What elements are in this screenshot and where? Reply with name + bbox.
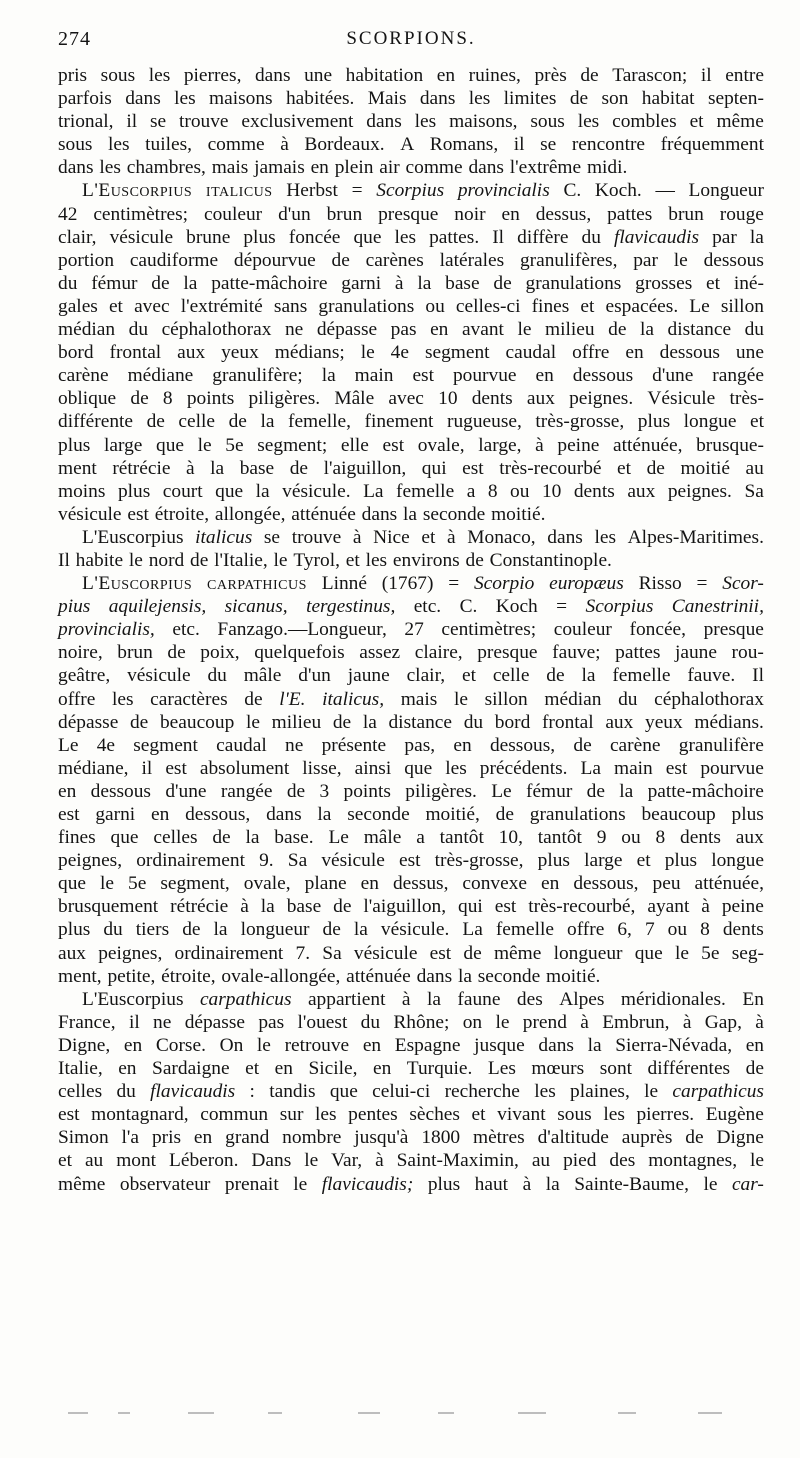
text-line: plus large que le 5e segment; elle est ovale, large, à peine atténuée, brusque-: [58, 434, 764, 456]
text-line: parfois dans les maisons habitées. Mais dans les limites de son habitat septen-: [58, 88, 764, 110]
text-line: L'Euscorpius italicus se trouve à Nice et à Monaco, dans les Alpes-Maritimes.: [82, 526, 764, 548]
text-line: ment, petite, étroite, ovale-allongée, atténuée dans la seconde moitié.: [58, 965, 601, 987]
text-line: clair, vésicule brune plus foncée que les pattes. Il diffère du flavicaudis par la: [58, 226, 764, 248]
text-line: ment rétrécie à la base de l'aiguillon, qui est très-recourbé et de moitié au: [58, 457, 764, 479]
text-line: provincialis, etc. Fanzago.—Longueur, 27 centimètres; couleur foncée, presque: [58, 619, 764, 641]
text-line: dépasse de beaucoup le milieu de la distance du bord frontal aux yeux médians.: [58, 711, 764, 733]
text-line: plus du tiers de la longueur de la vésicule. La femelle offre 6, 7 ou 8 dents: [58, 919, 764, 941]
text-line: geâtre, vésicule du mâle d'un jaune clair, et celle de la femelle fauve. Il: [58, 665, 764, 687]
text-line: peignes, ordinairement 9. Sa vésicule est très-grosse, plus large et plus longue: [58, 850, 764, 872]
text-line: 42 centimètres; couleur d'un brun presque noir en dessus, pattes brun rouge: [58, 203, 764, 225]
text-line: celles du flavicaudis : tandis que celui-ci recherche les plaines, le carpathicus: [58, 1081, 764, 1103]
text-line: différente de celle de la femelle, finement rugueuse, très-grosse, plus longue et: [58, 411, 764, 433]
text-line: moins plus court que la vésicule. La femelle a 8 ou 10 dents aux peignes. Sa: [58, 480, 764, 502]
text-line: sous les tuiles, comme à Bordeaux. A Romans, il se rencontre fréquemment: [58, 134, 764, 156]
text-line: oblique de 8 points piligères. Mâle avec 10 dents aux peignes. Vésicule très-: [58, 388, 764, 410]
text-line: que le 5e segment, ovale, plane en dessus, convexe en dessous, peu atténuée,: [58, 873, 764, 895]
running-title: SCORPIONS.: [346, 28, 476, 49]
text-line: L'Euscorpius carpathicus Linné (1767) = Scorpio europæus Risso = Scor-: [82, 573, 764, 595]
text-line: fines que celles de la base. Le mâle a tantôt 10, tantôt 9 ou 8 dents aux: [58, 827, 764, 849]
bottom-scan-artifact: [58, 1408, 764, 1418]
text-line: du fémur de la patte-mâchoire garni à la base de granulations grosses et iné-: [58, 272, 764, 294]
text-line: en dessous d'une rangée de 3 points piligères. Le fémur de la patte-mâchoire: [58, 780, 764, 802]
text-line: médiane, il est absolument lisse, ainsi que les précédents. La main est pourvue: [58, 757, 764, 779]
text-line: offre les caractères de l'E. italicus, mais le sillon médian du céphalothorax: [58, 688, 764, 710]
text-line: dans les chambres, mais jamais en plein air comme dans l'extrême midi.: [58, 157, 628, 179]
text-line: portion caudiforme dépourvue de carènes latérales granulifères, par le dessous: [58, 249, 764, 271]
text-line: vésicule est étroite, allongée, atténuée dans la seconde moitié.: [58, 503, 546, 525]
text-line: médian du céphalothorax ne dépasse pas en avant le milieu de la distance du: [58, 319, 764, 341]
body-text: [58, 64, 764, 1196]
text-line: carène médiane granulifère; la main est pourvue en dessous d'une rangée: [58, 365, 764, 387]
text-line: Simon l'a pris en grand nombre jusqu'à 1800 mètres d'altitude auprès de Digne: [58, 1127, 764, 1149]
text-line: même observateur prenait le flavicaudis; plus haut à la Sainte-Baume, le car-: [58, 1173, 764, 1195]
text-line: France, il ne dépasse pas l'ouest du Rhône; on le prend à Embrun, à Gap, à: [58, 1011, 764, 1033]
text-line: aux peignes, ordinairement 7. Sa vésicule est de même longueur que le 5e seg-: [58, 942, 764, 964]
text-line: Digne, en Corse. On le retrouve en Espagne jusque dans la Sierra-Névada, en: [58, 1034, 764, 1056]
page-number: 274: [58, 28, 91, 50]
text-line: gales et avec l'extrémité sans granulations ou celles-ci fines et espacées. Le sillon: [58, 295, 764, 317]
running-head: [58, 28, 764, 54]
text-line: est garni en dessous, dans la seconde moitié, de granulations beaucoup plus: [58, 804, 764, 825]
text-line: Italie, en Sardaigne et en Sicile, en Turquie. Les mœurs sont différentes de: [58, 1058, 764, 1080]
text-line: est montagnard, commun sur les pentes sèches et vivant sous les pierres. Eugène: [58, 1104, 764, 1126]
text-line: L'Euscorpius italicus Herbst = Scorpius provincialis C. Koch. — Longueur: [82, 180, 764, 202]
text-line: noire, brun de poix, quelquefois assez claire, presque fauve; pattes jaune rou-: [58, 642, 764, 664]
text-line: bord frontal aux yeux médians; le 4e segment caudal offre en dessous une: [58, 342, 764, 364]
text-line: trional, il se trouve exclusivement dans les maisons, sous les combles et même: [58, 111, 764, 133]
text-line: pius aquilejensis, sicanus, tergestinus, etc. C. Koch = Scorpius Canestrinii,: [58, 596, 764, 618]
text-line: L'Euscorpius carpathicus appartient à la faune des Alpes méridionales. En: [82, 988, 764, 1010]
text-line: Le 4e segment caudal ne présente pas, en dessous, de carène granulifère: [58, 734, 764, 756]
text-line: pris sous les pierres, dans une habitation en ruines, près de Tarascon; il entre: [58, 65, 764, 86]
text-line: Il habite le nord de l'Italie, le Tyrol, et les environs de Constantinople.: [58, 549, 612, 571]
text-line: brusquement rétrécie à la base de l'aiguillon, qui est très-recourbé, ayant à peine: [58, 896, 764, 918]
text-line: et au mont Léberon. Dans le Var, à Saint-Maximin, au pied des montagnes, le: [58, 1150, 764, 1172]
